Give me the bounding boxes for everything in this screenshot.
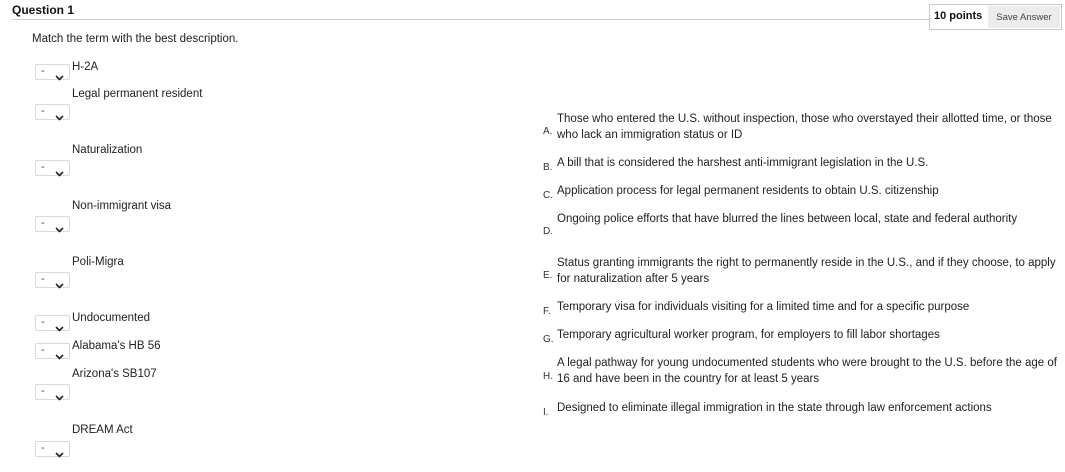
answer-letter-e: E. bbox=[543, 270, 553, 281]
answer-letter-g: G. bbox=[543, 334, 554, 345]
term-label-9: DREAM Act bbox=[72, 424, 133, 436]
term-label-5: Poli-Migra bbox=[72, 256, 124, 268]
chevron-down-icon bbox=[55, 68, 64, 86]
term-label-7: Alabama's HB 56 bbox=[72, 340, 161, 352]
term-label-1: H-2A bbox=[72, 61, 99, 73]
term-select-5[interactable] bbox=[35, 272, 70, 288]
select-value: - bbox=[41, 161, 45, 173]
term-select-7[interactable] bbox=[35, 343, 70, 359]
select-value: - bbox=[41, 344, 45, 356]
term-label-2: Legal permanent resident bbox=[72, 88, 203, 100]
answer-text-i: Designed to eliminate illegal immigration in the state through law enforcement actions bbox=[557, 402, 992, 414]
answer-text-b: A bill that is considered the harshest anti-immigrant legislation in the U.S. bbox=[557, 157, 929, 169]
term-select-8[interactable] bbox=[35, 384, 70, 400]
question-title: Question 1 bbox=[12, 3, 75, 17]
chevron-down-icon bbox=[55, 445, 64, 463]
points-box bbox=[929, 4, 1062, 30]
answer-letter-d: D. bbox=[543, 226, 553, 237]
answer-text-g: Temporary agricultural worker program, for employers to fill labor shortages bbox=[557, 329, 940, 341]
term-select-2[interactable] bbox=[35, 104, 70, 120]
save-answer-button[interactable]: Save Answer bbox=[988, 6, 1060, 28]
chevron-down-icon bbox=[55, 220, 64, 238]
answer-letter-f: F. bbox=[543, 306, 551, 317]
answer-text-f: Temporary visa for individuals visiting for a limited time and for a specific purpose bbox=[557, 301, 970, 313]
points-label: 10 points bbox=[934, 10, 983, 22]
chevron-down-icon bbox=[55, 388, 64, 406]
answer-letter-c: C. bbox=[543, 190, 553, 201]
question-instruction: Match the term with the best description. bbox=[32, 33, 239, 45]
term-select-9[interactable] bbox=[35, 441, 70, 457]
answer-text-a: Those who entered the U.S. without inspection, those who overstayed their allotted time, or those who lack an immigration status or ID bbox=[557, 113, 1052, 141]
select-value: - bbox=[41, 273, 45, 285]
chevron-down-icon bbox=[55, 276, 64, 294]
chevron-down-icon bbox=[55, 319, 64, 337]
term-select-4[interactable] bbox=[35, 216, 70, 232]
select-value: - bbox=[41, 105, 45, 117]
answer-text-c: Application process for legal permanent residents to obtain U.S. citizenship bbox=[557, 185, 939, 197]
select-value: - bbox=[41, 217, 45, 229]
select-value: - bbox=[41, 65, 45, 77]
select-value: - bbox=[41, 385, 45, 397]
term-label-8: Arizona's SB107 bbox=[72, 368, 157, 380]
term-select-1[interactable] bbox=[35, 64, 70, 80]
term-select-3[interactable] bbox=[35, 160, 70, 176]
term-label-6: Undocumented bbox=[72, 312, 150, 324]
answer-letter-i: I. bbox=[543, 407, 549, 418]
answer-letter-b: B. bbox=[543, 162, 553, 173]
answer-letter-h: H. bbox=[543, 371, 553, 382]
chevron-down-icon bbox=[55, 347, 64, 365]
chevron-down-icon bbox=[55, 164, 64, 182]
answer-letter-a: A. bbox=[543, 126, 553, 137]
term-label-3: Naturalization bbox=[72, 144, 143, 156]
term-label-4: Non-immigrant visa bbox=[72, 200, 172, 212]
select-value: - bbox=[41, 316, 45, 328]
answer-text-e: Status granting immigrants the right to permanently reside in the U.S., and if they choose, to apply for naturalization after 5 years bbox=[557, 257, 1056, 285]
term-select-6[interactable] bbox=[35, 315, 70, 331]
answer-text-h: A legal pathway for young undocumented students who were brought to the U.S. before the age of 16 and have been in the country for at least 5 years bbox=[557, 357, 1057, 385]
question-header bbox=[12, 4, 1062, 20]
chevron-down-icon bbox=[55, 108, 64, 126]
answer-text-d: Ongoing police efforts that have blurred the lines between local, state and federal authority bbox=[557, 213, 1018, 225]
select-value: - bbox=[41, 442, 45, 454]
